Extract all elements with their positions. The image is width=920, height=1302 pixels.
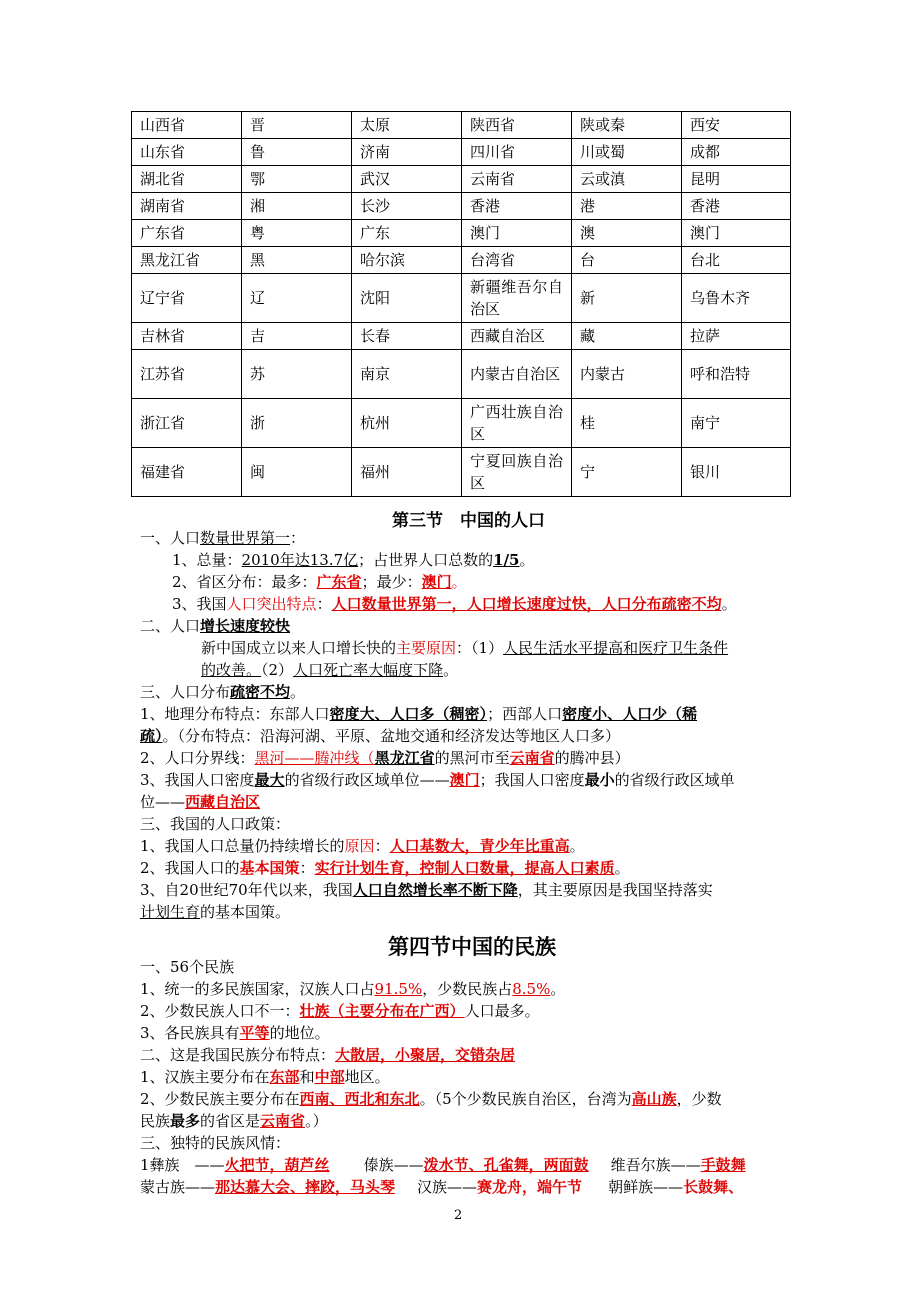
- table-cell: 拉萨: [682, 323, 791, 350]
- table-row: [132, 112, 791, 139]
- table-cell: 鲁: [242, 139, 352, 166]
- text: 的腾冲县）: [554, 749, 630, 767]
- table-cell: 山东省: [132, 139, 242, 166]
- text: 2010年达13.7亿: [241, 551, 359, 569]
- text: 8.5%: [512, 980, 551, 998]
- s3-line-18: [140, 901, 290, 923]
- text: 。: [443, 661, 459, 679]
- text: 高山族: [631, 1090, 677, 1108]
- text: 1彝族 ——: [140, 1156, 225, 1174]
- table-cell: 沈阳: [352, 274, 462, 323]
- text: 。: [721, 595, 737, 613]
- s4-line-11: [140, 1176, 743, 1198]
- s3-line-7: [201, 659, 458, 681]
- table-cell: 广东省: [132, 220, 242, 247]
- table-cell: 陕西省: [462, 112, 572, 139]
- text: 和: [299, 1068, 315, 1086]
- text: 。）: [305, 1112, 328, 1130]
- table-cell: 新疆维吾尔自治区: [462, 274, 572, 323]
- s3-line-13: [140, 791, 260, 813]
- table-row: [132, 247, 791, 274]
- table-cell: 福州: [352, 448, 462, 497]
- table-cell: 浙: [242, 399, 352, 448]
- text: 2、省区分布：最多：: [172, 573, 317, 591]
- table-cell: 藏: [572, 323, 682, 350]
- text: 西藏自治区: [185, 793, 261, 811]
- table-cell: 银川: [682, 448, 791, 497]
- table-cell: 四川省: [462, 139, 572, 166]
- table-cell: 广西壮族自治区: [462, 399, 572, 448]
- table-row: [132, 399, 791, 448]
- text: 。: [550, 980, 566, 998]
- text: 一、人口: [140, 529, 201, 547]
- table-cell: 内蒙古: [572, 350, 682, 399]
- text: 蒙古族——: [140, 1178, 216, 1196]
- table-cell: 苏: [242, 350, 352, 399]
- text: ；占世界人口总数的: [358, 551, 494, 569]
- text: 主要原因: [396, 639, 457, 657]
- text: 最大: [254, 771, 285, 789]
- table-cell: 晋: [242, 112, 352, 139]
- text: 人民生活水平提高和医疗卫生条件: [503, 639, 729, 657]
- text: 。: [451, 573, 467, 591]
- s4-line-4: [140, 1022, 330, 1044]
- text: 人口自然增长率不断下降: [352, 881, 518, 899]
- text: 傣族——: [363, 1156, 424, 1174]
- text: 人口基数大，青少年比重高: [389, 837, 570, 855]
- text: 人口数量世界第一，人口增长速度过快，人口分布疏密不均: [331, 595, 722, 613]
- text: ；最少：: [361, 573, 422, 591]
- page-number: 2: [454, 1208, 463, 1223]
- table-cell: 西安: [682, 112, 791, 139]
- table-cell: 港: [572, 193, 682, 220]
- text: 2、人口分界线：: [140, 749, 255, 767]
- text: 1/5: [493, 551, 520, 569]
- text: 原因: [344, 837, 375, 855]
- text: 中部: [314, 1068, 345, 1086]
- table-cell: 福建省: [132, 448, 242, 497]
- table-cell: 内蒙古自治区: [462, 350, 572, 399]
- table-cell: 山西省: [132, 112, 242, 139]
- text: 密度小、人口少（稀: [562, 705, 698, 723]
- table-cell: 哈尔滨: [352, 247, 462, 274]
- text: 澳门: [421, 573, 452, 591]
- table-cell: 云或滇: [572, 166, 682, 193]
- table-cell: 昆明: [682, 166, 791, 193]
- table-cell: 黑龙江省: [132, 247, 242, 274]
- text: （2）: [261, 661, 294, 679]
- text: 那达慕大会、摔跤，马头琴: [215, 1178, 396, 1196]
- table-cell: 宁夏回族自治区: [462, 448, 572, 497]
- table-cell: 南宁: [682, 399, 791, 448]
- text: ：: [374, 837, 390, 855]
- text: 1、汉族主要分布在: [140, 1068, 270, 1086]
- text: 人口突出特点: [226, 595, 317, 613]
- table-cell: 南京: [352, 350, 462, 399]
- table-cell: 粤: [242, 220, 352, 247]
- table-cell: 广东: [352, 220, 462, 247]
- table-cell: 香港: [682, 193, 791, 220]
- table-cell: 济南: [352, 139, 462, 166]
- text: 91.5%: [374, 980, 423, 998]
- table-cell: 台湾省: [462, 247, 572, 274]
- s4-line-7: [140, 1088, 722, 1110]
- text: ：（1）: [456, 639, 504, 657]
- table-cell: 成都: [682, 139, 791, 166]
- table-cell: 杭州: [352, 399, 462, 448]
- text: 。（5个少数民族自治区，台湾为: [419, 1090, 632, 1108]
- s3-line-1: [140, 527, 305, 549]
- province-abbreviation-table: [131, 111, 791, 497]
- table-cell: 长春: [352, 323, 462, 350]
- text: 3、自20世纪70年代以来，我国: [140, 881, 353, 899]
- text: 二、人口: [140, 617, 201, 635]
- table-cell: 香港: [462, 193, 572, 220]
- text: 人口死亡率大幅度下降: [293, 661, 444, 679]
- text: 新中国成立以来人口增长快的: [201, 639, 397, 657]
- table-cell: 陕或秦: [572, 112, 682, 139]
- text: 2、少数民族主要分布在: [140, 1090, 300, 1108]
- table-cell: 湘: [242, 193, 352, 220]
- text: 黑龙江省: [374, 749, 435, 767]
- table-cell: 云南省: [462, 166, 572, 193]
- table-row: [132, 193, 791, 220]
- table-cell: 辽宁省: [132, 274, 242, 323]
- text: 计划生育: [140, 903, 201, 921]
- table-cell: 江苏省: [132, 350, 242, 399]
- text: 的地位。: [269, 1024, 330, 1042]
- text: ；我国人口密度: [479, 771, 585, 789]
- table-cell: 桂: [572, 399, 682, 448]
- text: 壮族（主要分布在广西）: [299, 1002, 465, 1020]
- text: 2、少数民族人口不一：: [140, 1002, 300, 1020]
- table-cell: 乌鲁木齐: [682, 274, 791, 323]
- s4-line-5: [140, 1044, 515, 1066]
- s3-line-12: [140, 769, 735, 791]
- text: 西南、西北和东北: [299, 1090, 420, 1108]
- text: ，其主要原因是我国坚持落实: [517, 881, 713, 899]
- table-cell: 澳门: [462, 220, 572, 247]
- table-cell: 长沙: [352, 193, 462, 220]
- table-cell: 台: [572, 247, 682, 274]
- table-cell: 台北: [682, 247, 791, 274]
- text: 的改善。: [201, 661, 262, 679]
- text: 二、这是我国民族分布特点：: [140, 1046, 336, 1064]
- s4-line-6: [140, 1066, 390, 1088]
- section-4-title: 第四节中国的民族: [388, 934, 556, 959]
- s3-line-2: [172, 549, 535, 571]
- text: 的基本国策。: [200, 903, 291, 921]
- s3-line-4: [172, 593, 737, 615]
- table-cell: 吉: [242, 323, 352, 350]
- s3-line-9: [140, 703, 697, 725]
- text: 火把节，葫芦丝: [224, 1156, 330, 1174]
- text: 。（分布特点：沿海河湖、平原、盆地交通和经济发达等地区人口多）: [162, 727, 621, 745]
- text: 。: [290, 683, 306, 701]
- s3-line-11: [140, 747, 630, 769]
- text: 1、我国人口总量仍持续增长的: [140, 837, 345, 855]
- table-cell: 澳门: [682, 220, 791, 247]
- text: 。: [569, 837, 585, 855]
- text: 2、我国人口的: [140, 859, 240, 877]
- text: 维吾尔族——: [610, 1156, 701, 1174]
- text: 的省区是: [200, 1112, 261, 1130]
- text: 朝鲜族——: [608, 1178, 684, 1196]
- table-row: [132, 274, 791, 323]
- text: 1、统一的多民族国家，汉族人口占: [140, 980, 375, 998]
- text: 汉族——: [417, 1178, 478, 1196]
- s3-line-14: 三、我国的人口政策：: [140, 815, 291, 833]
- table-cell: 新: [572, 274, 682, 323]
- text: 黑河——腾冲线（: [254, 749, 375, 767]
- text: 基本国策: [239, 859, 300, 877]
- text: 1、总量：: [172, 551, 242, 569]
- s4-line-3: [140, 1000, 540, 1022]
- table-cell: 宁: [572, 448, 682, 497]
- s4-line-9: 三、独特的民族风情：: [140, 1134, 291, 1152]
- text: 民族: [140, 1112, 171, 1130]
- s3-line-8: [140, 681, 305, 703]
- table-row: [132, 166, 791, 193]
- s3-line-5: [140, 615, 290, 637]
- text: 3、各民族具有: [140, 1024, 240, 1042]
- text: 手鼓舞: [700, 1156, 746, 1174]
- table-cell: 湖北省: [132, 166, 242, 193]
- text: ：: [316, 595, 332, 613]
- text: 数量世界第一: [200, 529, 291, 547]
- table-cell: 呼和浩特: [682, 350, 791, 399]
- table-row: [132, 139, 791, 166]
- text: 广东省: [316, 573, 362, 591]
- text: 最多: [170, 1112, 201, 1130]
- table-cell: 太原: [352, 112, 462, 139]
- text: 赛龙舟，端午节: [477, 1178, 583, 1196]
- s3-line-6: [201, 637, 728, 659]
- text: 人口最多。: [464, 1002, 540, 1020]
- text: 大散居，小聚居，交错杂居: [335, 1046, 516, 1064]
- s4-line-1: 一、56个民族: [140, 958, 235, 976]
- text: 的黑河市至: [434, 749, 510, 767]
- section-3-title: 第三节 中国的人口: [392, 511, 545, 531]
- text: ，少数: [676, 1090, 722, 1108]
- text: 三、人口分布: [140, 683, 231, 701]
- s3-line-15: [140, 835, 585, 857]
- text: 长鼓舞、: [683, 1178, 744, 1196]
- s3-line-10: [140, 725, 620, 747]
- table-cell: 西藏自治区: [462, 323, 572, 350]
- table-cell: 闽: [242, 448, 352, 497]
- table-cell: 川或蜀: [572, 139, 682, 166]
- s3-line-17: [140, 879, 713, 901]
- text: 3、我国: [172, 595, 227, 613]
- text: ，少数民族占: [422, 980, 513, 998]
- table-row: [132, 323, 791, 350]
- text: 地区。: [344, 1068, 390, 1086]
- table-row: [132, 220, 791, 247]
- s4-line-2: [140, 978, 565, 1000]
- text: 最小: [584, 771, 615, 789]
- table-row: [132, 350, 791, 399]
- table-cell: 鄂: [242, 166, 352, 193]
- text: 泼水节、孔雀舞，两面鼓: [423, 1156, 589, 1174]
- text: 。: [519, 551, 535, 569]
- table-cell: 辽: [242, 274, 352, 323]
- table-cell: 湖南省: [132, 193, 242, 220]
- text: 1、地理分布特点：东部人口: [140, 705, 330, 723]
- text: ：: [299, 859, 315, 877]
- text: 平等: [239, 1024, 270, 1042]
- text: 位——: [140, 793, 186, 811]
- text: 云南省: [260, 1112, 306, 1130]
- table-row: [132, 448, 791, 497]
- s4-line-10: [140, 1154, 746, 1176]
- text: 东部: [269, 1068, 300, 1086]
- s3-line-16: [140, 857, 630, 879]
- text: 密度大、人口多（稠密）: [329, 705, 488, 723]
- text: 3、我国人口密度: [140, 771, 255, 789]
- s3-line-3: [172, 571, 467, 593]
- table-cell: 浙江省: [132, 399, 242, 448]
- table-cell: 武汉: [352, 166, 462, 193]
- province-table-body: [132, 112, 791, 497]
- text: 。: [614, 859, 630, 877]
- table-cell: 澳: [572, 220, 682, 247]
- table-cell: 吉林省: [132, 323, 242, 350]
- table-cell: 黑: [242, 247, 352, 274]
- text: ；西部人口: [487, 705, 563, 723]
- text: 的省级行政区域单位——: [284, 771, 450, 789]
- text: 实行计划生育，控制人口数量，提高人口素质: [314, 859, 615, 877]
- text: 云南省: [509, 749, 555, 767]
- text: 的省级行政区域单: [614, 771, 735, 789]
- text: 疏）: [140, 727, 163, 745]
- text: 疏密不均: [230, 683, 291, 701]
- s4-line-8: [140, 1110, 328, 1132]
- text: 澳门: [449, 771, 480, 789]
- text: ：: [290, 529, 306, 547]
- text: 增长速度较快: [200, 617, 291, 635]
